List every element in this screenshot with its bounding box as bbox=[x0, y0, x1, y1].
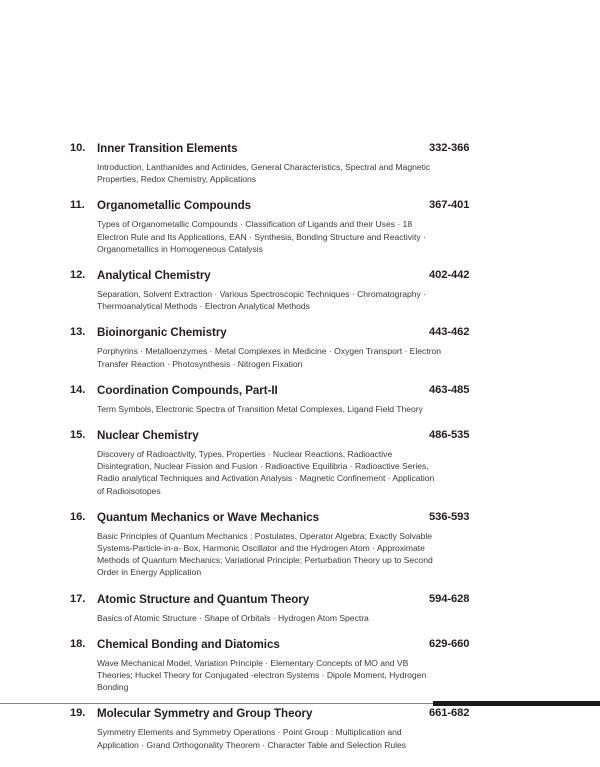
toc-entry-number: 14. bbox=[70, 383, 86, 396]
toc-entry-page-range: 629-660 bbox=[429, 637, 470, 650]
toc-entry[interactable] bbox=[70, 429, 474, 497]
toc-entry-description: Basics of Atomic Structure · Shape of Orbitals · Hydrogen Atom Spectra bbox=[97, 612, 369, 623]
bottom-rule-thick-segment bbox=[433, 701, 600, 706]
toc-entry-title[interactable]: Quantum Mechanics or Wave Mechanics bbox=[97, 510, 320, 524]
toc-entry-description: Term Symbols, Electronic Spectra of Transition Metal Complexes, Ligand Field Theory bbox=[97, 403, 423, 414]
toc-entry-title[interactable]: Bioinorganic Chemistry bbox=[97, 326, 227, 340]
toc-entry-header bbox=[70, 199, 474, 215]
toc-entry-number: 13. bbox=[70, 326, 86, 339]
toc-entry[interactable] bbox=[70, 269, 474, 312]
toc-entry-header bbox=[70, 638, 474, 654]
toc-entry-page-range: 443-462 bbox=[429, 326, 470, 339]
toc-entry-description: Symmetry Elements and Symmetry Operations · Point Group : Multiplication and Application · Grand Orthogonality Theorem · Character Table and Selection Rules bbox=[97, 727, 407, 750]
toc-entry-title[interactable]: Chemical Bonding and Diatomics bbox=[97, 637, 280, 651]
toc-entry-header bbox=[70, 593, 474, 609]
toc-entry-number: 12. bbox=[70, 269, 86, 282]
toc-entry-header bbox=[70, 384, 474, 400]
toc-entry-number: 15. bbox=[70, 429, 86, 442]
toc-entry-title[interactable]: Organometallic Compounds bbox=[97, 199, 252, 213]
toc-entry-page-range: 661-682 bbox=[429, 707, 470, 720]
toc-entry-header bbox=[70, 269, 474, 285]
toc-entry-header bbox=[70, 429, 474, 445]
toc-entry-description: Introduction, Lanthanides and Actinides, General Characteristics, Spectral and Magnetic Properties, Redox Chemistry, Applications bbox=[97, 162, 431, 185]
toc-entry-description: Porphyrins · Metalloenzymes · Metal Complexes in Medicine · Oxygen Transport · Electron Transfer Reaction · Photosynthesis · Nitrogen Fixation bbox=[97, 346, 442, 369]
toc-entry-header bbox=[70, 326, 474, 342]
toc-entry-number: 10. bbox=[70, 142, 86, 154]
toc-entry-title[interactable]: Molecular Symmetry and Group Theory bbox=[97, 707, 313, 721]
toc-entry-page-range: 367-401 bbox=[429, 199, 470, 212]
toc-entry[interactable] bbox=[70, 707, 474, 750]
toc-entry-page-range: 402-442 bbox=[429, 269, 470, 282]
toc-entry-number: 17. bbox=[70, 592, 86, 605]
toc-entry-title[interactable]: Atomic Structure and Quantum Theory bbox=[97, 592, 310, 606]
toc-entry-number: 11. bbox=[70, 199, 85, 212]
toc-entry-page-range: 332-366 bbox=[429, 142, 470, 154]
toc-entry-description: Discovery of Radioactivity, Types, Properties · Nuclear Reactions, Radioactive Disintegration, Nuclear Fission and Fusion · Radioactive Equilibria · Radioactive Series, Radio analytical Techniques and Activation Analysis · Magnetic Confinement · Application of Radioisotopes bbox=[97, 449, 435, 496]
toc-entry-page-range: 463-485 bbox=[429, 383, 470, 396]
table-of-contents-list bbox=[70, 142, 474, 751]
toc-entry[interactable] bbox=[70, 326, 474, 369]
toc-entry-description: Basic Principles of Quantum Mechanics : Postulates, Operator Algebra; Exactly Solvable Systems-Particle-in-a- Box, Harmonic Oscillator and the Hydrogen Atom · Approximate Methods of Quantum Mechanics; Variational Principle; Perturbation Theory up to Second Order in Energy Application bbox=[97, 530, 433, 578]
toc-entry-page-range: 594-628 bbox=[429, 592, 470, 605]
toc-entry[interactable] bbox=[70, 384, 474, 415]
toc-entry-description: Wave Mechanical Model, Variation Principle · Elementary Concepts of MO and VB Theories; Huckel Theory for Conjugated -electron Systems · Dipole Moment, Hydrogen Bonding bbox=[97, 657, 427, 693]
toc-entry[interactable] bbox=[70, 199, 474, 255]
toc-entry-number: 16. bbox=[70, 510, 86, 523]
bottom-rule-thin-segment bbox=[0, 703, 433, 704]
toc-entry-title[interactable]: Analytical Chemistry bbox=[97, 269, 211, 283]
toc-entry-page-range: 486-535 bbox=[429, 429, 470, 442]
toc-entry-page-range: 536-593 bbox=[429, 510, 470, 523]
toc-entry-description: Types of Organometallic Compounds · Classification of Ligands and their Uses · 18 Electron Rule and Its Applications, EAN · Synthesis, Bonding Structure and Reactivity · Organometallics in Homogeneous Catalysis bbox=[97, 219, 426, 254]
toc-entry-title[interactable]: Nuclear Chemistry bbox=[97, 429, 199, 443]
toc-entry[interactable] bbox=[70, 511, 474, 579]
toc-entry-title[interactable]: Inner Transition Elements bbox=[97, 142, 238, 155]
toc-entry-number: 18. bbox=[70, 637, 86, 650]
toc-entry[interactable] bbox=[70, 593, 474, 624]
toc-entry[interactable] bbox=[70, 638, 474, 694]
bottom-rule bbox=[0, 701, 600, 709]
toc-entry-title[interactable]: Coordination Compounds, Part-II bbox=[97, 383, 278, 397]
toc-entry-header bbox=[70, 511, 474, 527]
toc-entry[interactable] bbox=[70, 142, 474, 185]
toc-entry-description: Separation, Solvent Extraction · Various Spectroscopic Techniques · Chromatography · Thermoanalytical Methods · Electron Analytical Methods bbox=[97, 289, 427, 312]
toc-entry-header bbox=[70, 707, 474, 723]
toc-entry-header bbox=[70, 142, 474, 158]
toc-entry-number: 19. bbox=[70, 707, 86, 720]
